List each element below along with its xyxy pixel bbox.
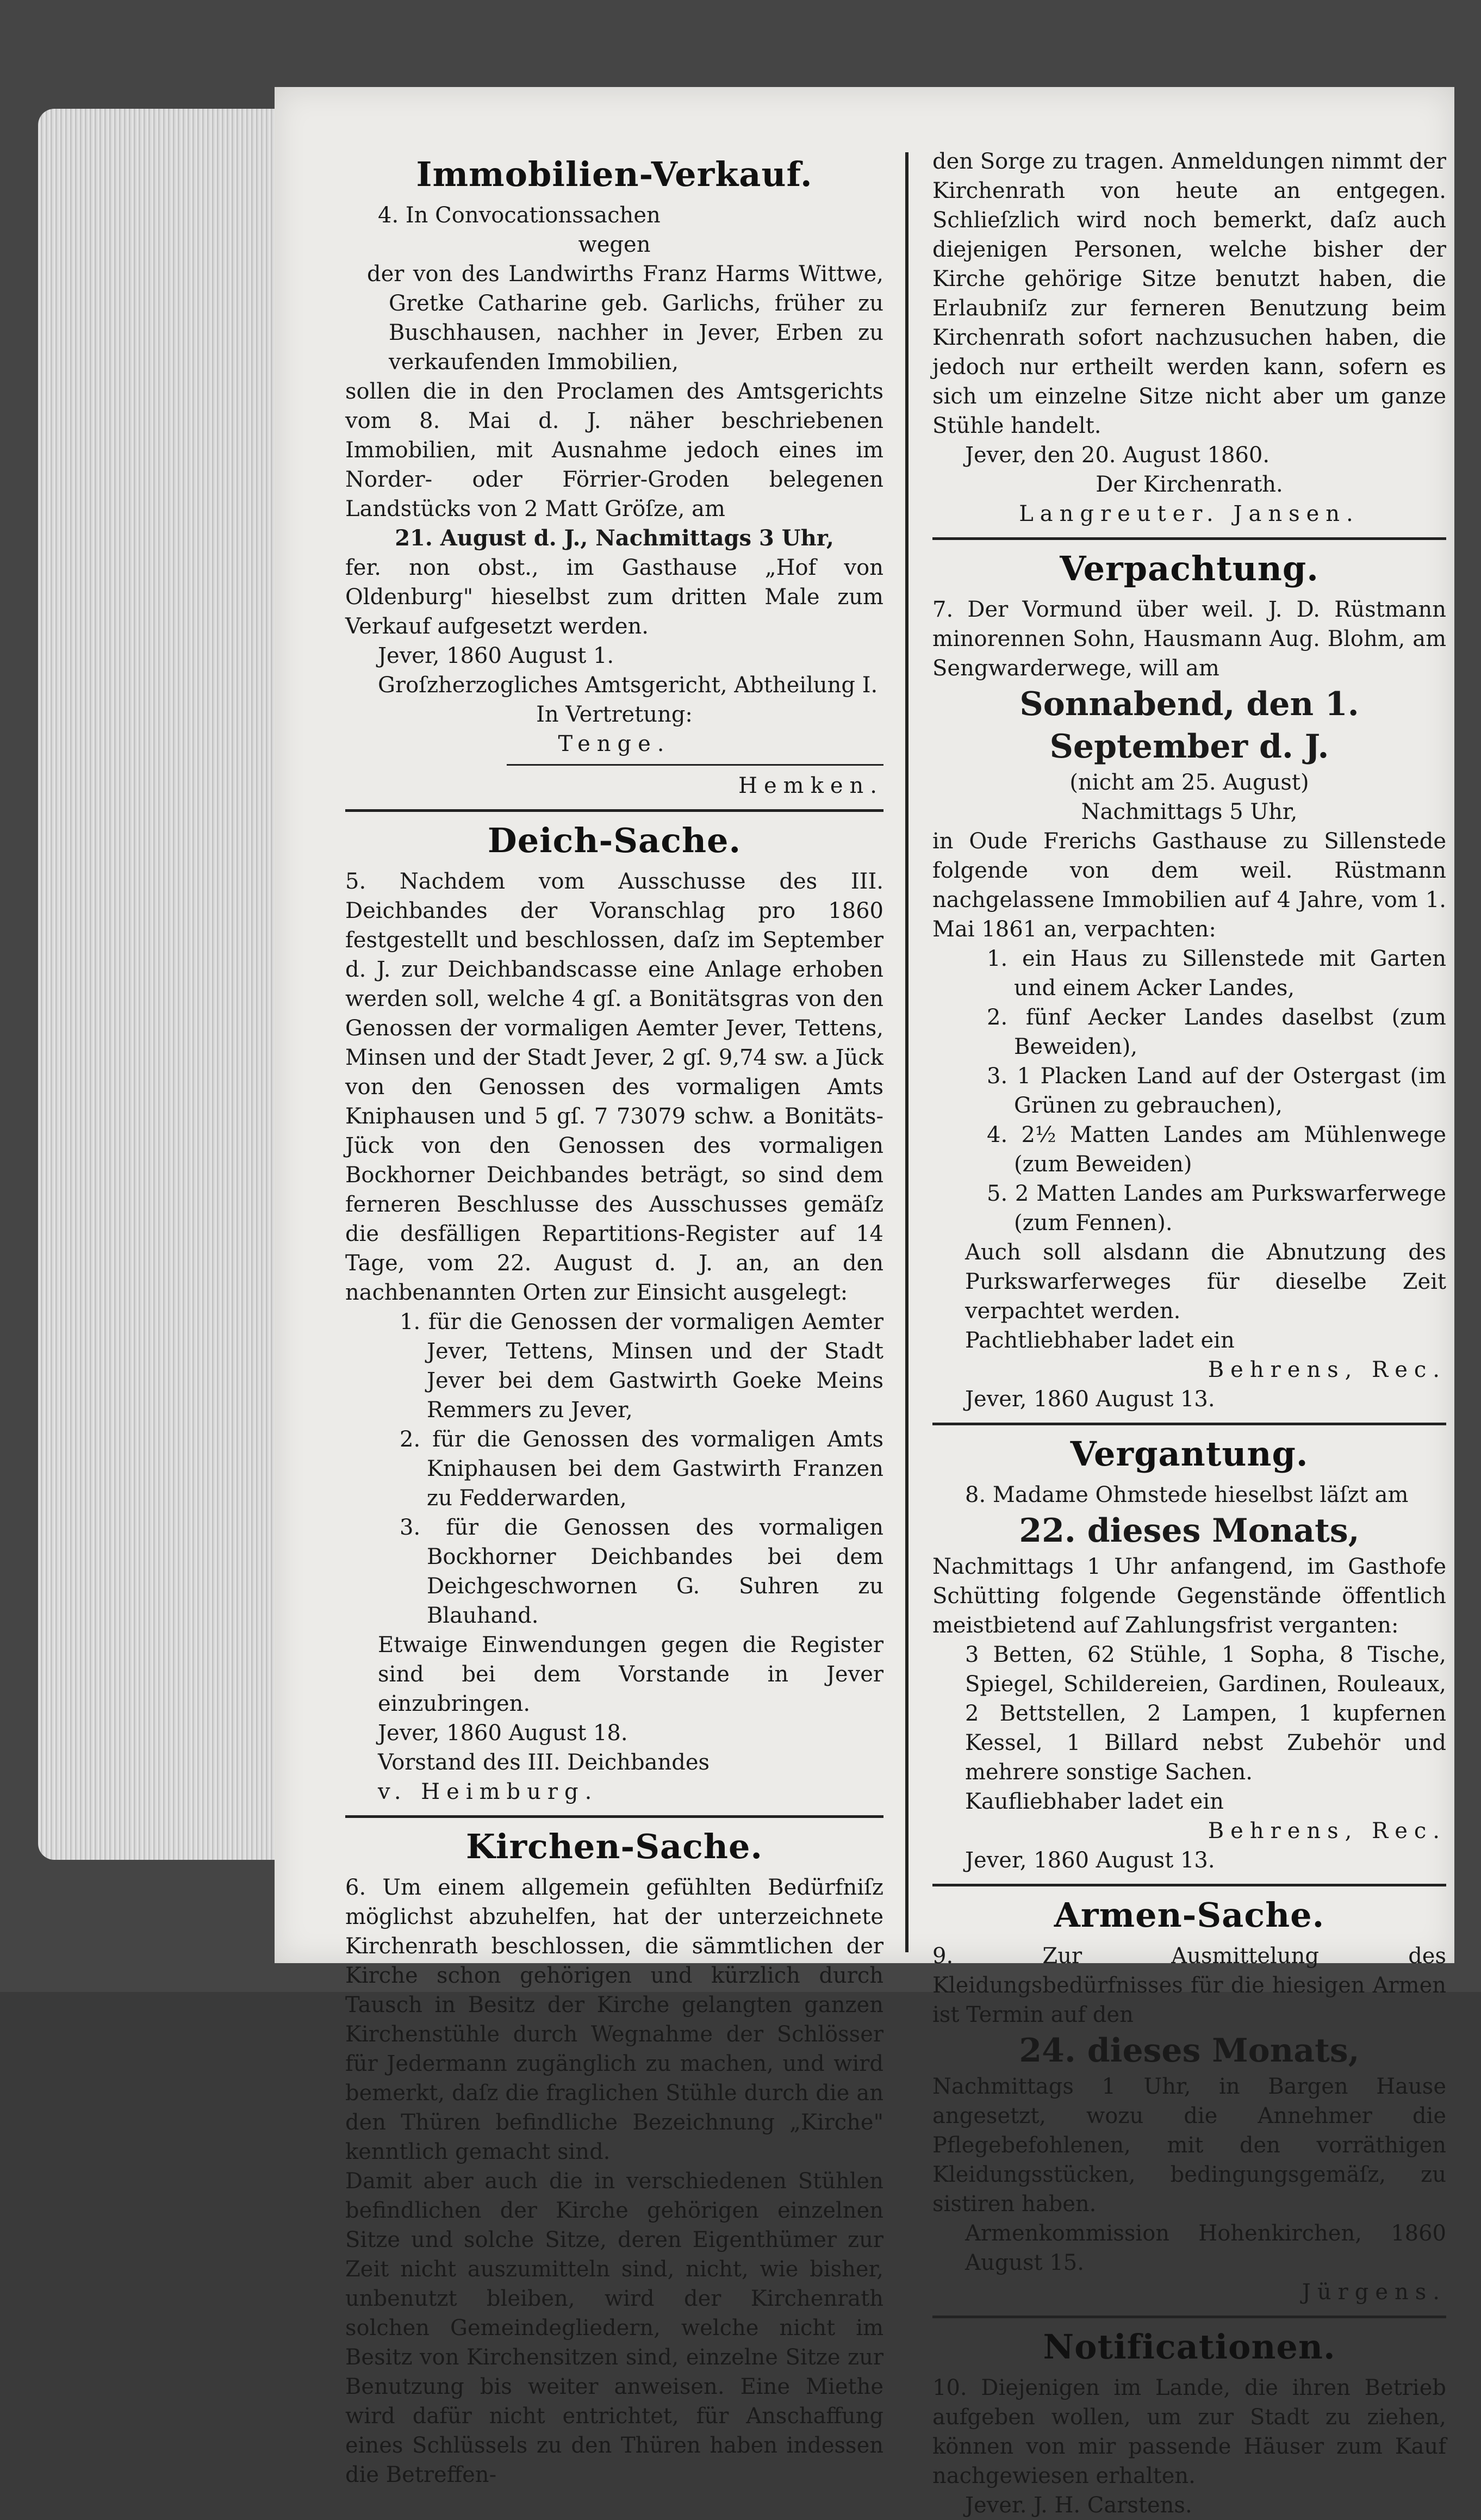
section-kirchen-sache-continued (932, 147, 1446, 529)
authority-name: Der Kirchenrath. (1096, 472, 1283, 497)
signature-name: Tenge. (558, 731, 671, 756)
section-divider (345, 1815, 883, 1818)
list-item: 2. für die Genossen des vormaligen Amts Kniphausen bei dem Gastwirth Franzen zu Fedderwarden, (400, 1427, 883, 1511)
notice-line: wegen (578, 232, 651, 257)
section-armen-sache (932, 1895, 1446, 2307)
signature-name: Behrens, Rec. (1208, 1818, 1446, 1844)
section-kirchen-sache (345, 1827, 883, 2490)
section-heading: Immobilien-Verkauf. (416, 154, 813, 194)
notice-date: Jever, 1860 August 13. (965, 1848, 1215, 1873)
newspaper-page (275, 87, 1454, 2518)
section-heading: Vergantung. (1070, 1434, 1309, 1474)
notice-paragraph: Etwaige Einwendungen gegen die Register sind bei dem Vorstande in Jever einzubringen. (378, 1633, 883, 1716)
section-divider (932, 537, 1446, 540)
notice-date: Armenkommission Hohenkirchen, 1860 August 15. (965, 2221, 1446, 2275)
list-item: 5. 2 Matten Landes am Purkswarferwege (zum Fennen). (987, 1181, 1446, 1236)
signature-name: Behrens, Rec. (1208, 1357, 1446, 1382)
notice-paragraph: 8. Madame Ohmstede hieselbst läſzt am (965, 1482, 1409, 1507)
section-verpachtung (932, 549, 1446, 1414)
right-column (932, 147, 1446, 2520)
section-divider (345, 809, 883, 812)
auction-date: 21. August d. J., Nachmittags 3 Uhr, (395, 525, 834, 551)
left-column (345, 147, 883, 2490)
notice-paragraph: in Oude Frerichs Gasthause zu Sillenstede folgende von dem weil. Rüstmann nachgelassene Immobilien auf 4 Jahre, vom 1. Mai 1861 an, verpachten: (932, 829, 1446, 942)
signature-name: Langreuter. Jansen. (1019, 501, 1360, 526)
section-heading: Notificationen. (1043, 2327, 1336, 2367)
section-notificationen (932, 2327, 1446, 2520)
section-deich-sache (345, 821, 883, 1807)
notice-line: Kaufliebhaber ladet ein (965, 1789, 1224, 1814)
notice-paragraph: den Sorge zu tragen. Anmeldungen nimmt der Kirchenrath von heute an entgegen. Schlieſzlich wird noch bemerkt, daſz auch diejenigen Personen, welche bisher der Kirche gehörige Sitze benutzt haben, die Erlaubniſz zur ferneren Benutzung beim Kirchenrath sofort nachzusuchen haben, die jedoch nur ertheilt werden kann, sofern es sich um einzelne Sitze nicht aber um ganze Stühle handelt. (932, 149, 1446, 438)
notice-date: Jever, 1860 August 18. (378, 1721, 628, 1746)
signature-name: Jürgens. (1302, 2280, 1446, 2305)
section-heading: Verpachtung. (1060, 549, 1319, 588)
notice-paragraph: 10. Diejenigen im Lande, die ihren Betrieb aufgeben wollen, um zur Stadt zu ziehen, können von mir passende Häuser zum Kauf nachgewiesen erhalten. (932, 2375, 1446, 2488)
auction-date: Sonnabend, den 1. September d. J. (1019, 685, 1359, 766)
notice-line: Pachtliebhaber ladet ein (965, 1328, 1235, 1353)
notice-paragraph: Auch soll alsdann die Abnutzung des Purkswarferweges für dieselbe Zeit verpachtet werden. (965, 1240, 1446, 1324)
notice-date: Jever, 1860 August 1. (378, 643, 614, 668)
list-item: 1. ein Haus zu Sillenstede mit Garten und einem Acker Landes, (987, 946, 1446, 1001)
notice-paragraph: Nachmittags 1 Uhr, in Bargen Hause angesetzt, wozu die Annehmer die Pflegebefohlenen, mit den vorräthigen Kleidungsstücken, bedingungsgemäſz, zu sistiren haben. (932, 2074, 1446, 2217)
notice-line: der von des Landwirths Franz Harms Wittwe, Gretke Catharine geb. Garlichs, früher zu Buschhausen, nachher in Jever, Erben zu verkaufenden Immobilien, (367, 262, 883, 375)
list-item: 3. für die Genossen des vormaligen Bockhorner Deichbandes bei dem Deichgeschwornen G. Suhren zu Blauhand. (400, 1515, 883, 1628)
signature-name: Hemken. (738, 773, 883, 798)
notice-paragraph: Nachmittags 1 Uhr anfangend, im Gasthofe Schütting folgende Gegenstände öffentlich meistbietend auf Zahlungsfrist verganten: (932, 1554, 1446, 1638)
section-immobilien-verkauf (345, 154, 883, 800)
list-item: 2. fünf Aecker Landes daselbst (zum Beweiden), (987, 1005, 1446, 1059)
notice-paragraph: 3 Betten, 62 Stühle, 1 Sopha, 8 Tische, Spiegel, Schildereien, Gardinen, Rouleaux, 2 Bettstellen, 2 Lampen, 1 kupfernen Kessel, 1 Billard nebst Zubehör und mehrere sonstige Sachen. (965, 1642, 1446, 1785)
list-item: 4. 2½ Matten Landes am Mühlenwege (zum Beweiden) (987, 1122, 1446, 1177)
signature-label: In Vertretung: (536, 702, 693, 727)
list-item: 1. für die Genossen der vormaligen Aemter Jever, Tettens, Minsen und der Stadt Jever bei dem Gastwirth Goeke Meins Remmers zu Jever, (400, 1309, 883, 1423)
notice-date: Jever, 1860 August 13. (965, 1387, 1215, 1412)
authority-name: Groſzherzogliches Amtsgericht, Abtheilung I. (378, 673, 878, 698)
notice-number-line: 4. In Convocationssachen (378, 203, 661, 228)
notice-line: Nachmittags 5 Uhr, (1081, 799, 1298, 824)
authority-name: Vorstand des III. Deichbandes (378, 1750, 710, 1775)
section-divider (932, 1884, 1446, 1886)
auction-date: 24. dieses Monats, (1019, 2032, 1360, 2070)
notice-paragraph: 9. Zur Ausmittelung des Kleidungsbedürfnisses für die hiesigen Armen ist Termin auf den (932, 1944, 1446, 2027)
notice-date: Jever, den 20. August 1860. (965, 443, 1270, 468)
notice-paragraph: 5. Nachdem vom Ausschusse des III. Deichbandes der Voranschlag pro 1860 festgestellt und beschlossen, daſz im September d. J. zur Deichbandscasse eine Anlage erhoben werden soll, welche 4 gſ. a Bonitätsgras von den Genossen der vormaligen Aemter Jever, Tettens, Minsen und der Stadt Jever, 2 gſ. 9,74 sw. a Jück von den Genossen des vormaligen Amts Kniphausen und 5 gſ. 7 73079 schw. a Bonitäts-Jück von den Genossen des vormaligen Bockhorner Deichbandes beträgt, so sind dem ferneren Beschlusse des Ausschusses gemäſz die desfälligen Repartitions-Register auf 14 Tage, vom 22. August d. J. an, an den nachbenannten Orten zur Einsicht ausgelegt: (345, 869, 883, 1305)
notice-paragraph: 7. Der Vormund über weil. J. D. Rüstmann minorennen Sohn, Hausmann Aug. Blohm, am Sengwarderwege, will am (932, 597, 1446, 681)
signature-name: Jever. J. H. Carstens. (965, 2493, 1192, 2518)
section-divider (932, 2316, 1446, 2318)
section-heading: Kirchen-Sache. (466, 1827, 763, 1866)
column-divider (905, 152, 908, 1952)
divider (507, 764, 883, 766)
book-page-edges (38, 109, 277, 1860)
notice-paragraph: fer. non obst., im Gasthause „Hof von Oldenburg" hieselbst zum dritten Male zum Verkauf aufgesetzt werden. (345, 555, 883, 639)
notice-paragraph: 6. Um einem allgemein gefühlten Bedürfniſz möglichst abzuhelfen, hat der unterzeichnete Kirchenrath beschlossen, die sämmtlichen der Kirche schon gehörigen und kürzlich durch Tausch in Besitz der Kirche gelangten ganzen Kirchenstühle durch Wegnahme der Schlösser für Jedermann zugänglich zu machen, und wird bemerkt, daſz die fraglichen Stühle durch die an den Thüren befindliche Bezeichnung „Kirche" kenntlich gemacht sind. (345, 1875, 883, 2164)
notice-line: (nicht am 25. August) (1069, 770, 1309, 795)
section-vergantung (932, 1434, 1446, 1875)
list-item: 3. 1 Placken Land auf der Ostergast (im Grünen zu gebrauchen), (987, 1064, 1446, 1118)
section-heading: Armen-Sache. (1054, 1895, 1325, 1935)
section-heading: Deich-Sache. (487, 821, 742, 860)
notice-paragraph: Damit aber auch die in verschiedenen Stühlen befindlichen der Kirche gehörigen einzelnen Sitze und solche Sitze, deren Eigenthümer zur Zeit nicht auszumitteln sind, nicht, wie bisher, unbenutzt bleiben, wird der Kirchenrath solchen Gemeindegliedern, welche nicht im Besitz von Kirchensitzen sind, einzelne Sitze zur Benutzung bis weiter anweisen. Eine Miethe wird dafür nicht entrichtet, für Anschaffung eines Schlüssels zu den Thüren haben indessen die Betreffen- (345, 2169, 883, 2487)
notice-paragraph: sollen die in den Proclamen des Amtsgerichts vom 8. Mai d. J. näher beschriebenen Immobilien, mit Ausnahme jedoch eines im Norder- oder Förrier-Groden belegenen Landstücks von 2 Matt Gröſze, am (345, 379, 883, 522)
auction-date: 22. dieses Monats, (1019, 1512, 1360, 1550)
signature-name: v. Heimburg. (378, 1779, 599, 1804)
section-divider (932, 1423, 1446, 1425)
